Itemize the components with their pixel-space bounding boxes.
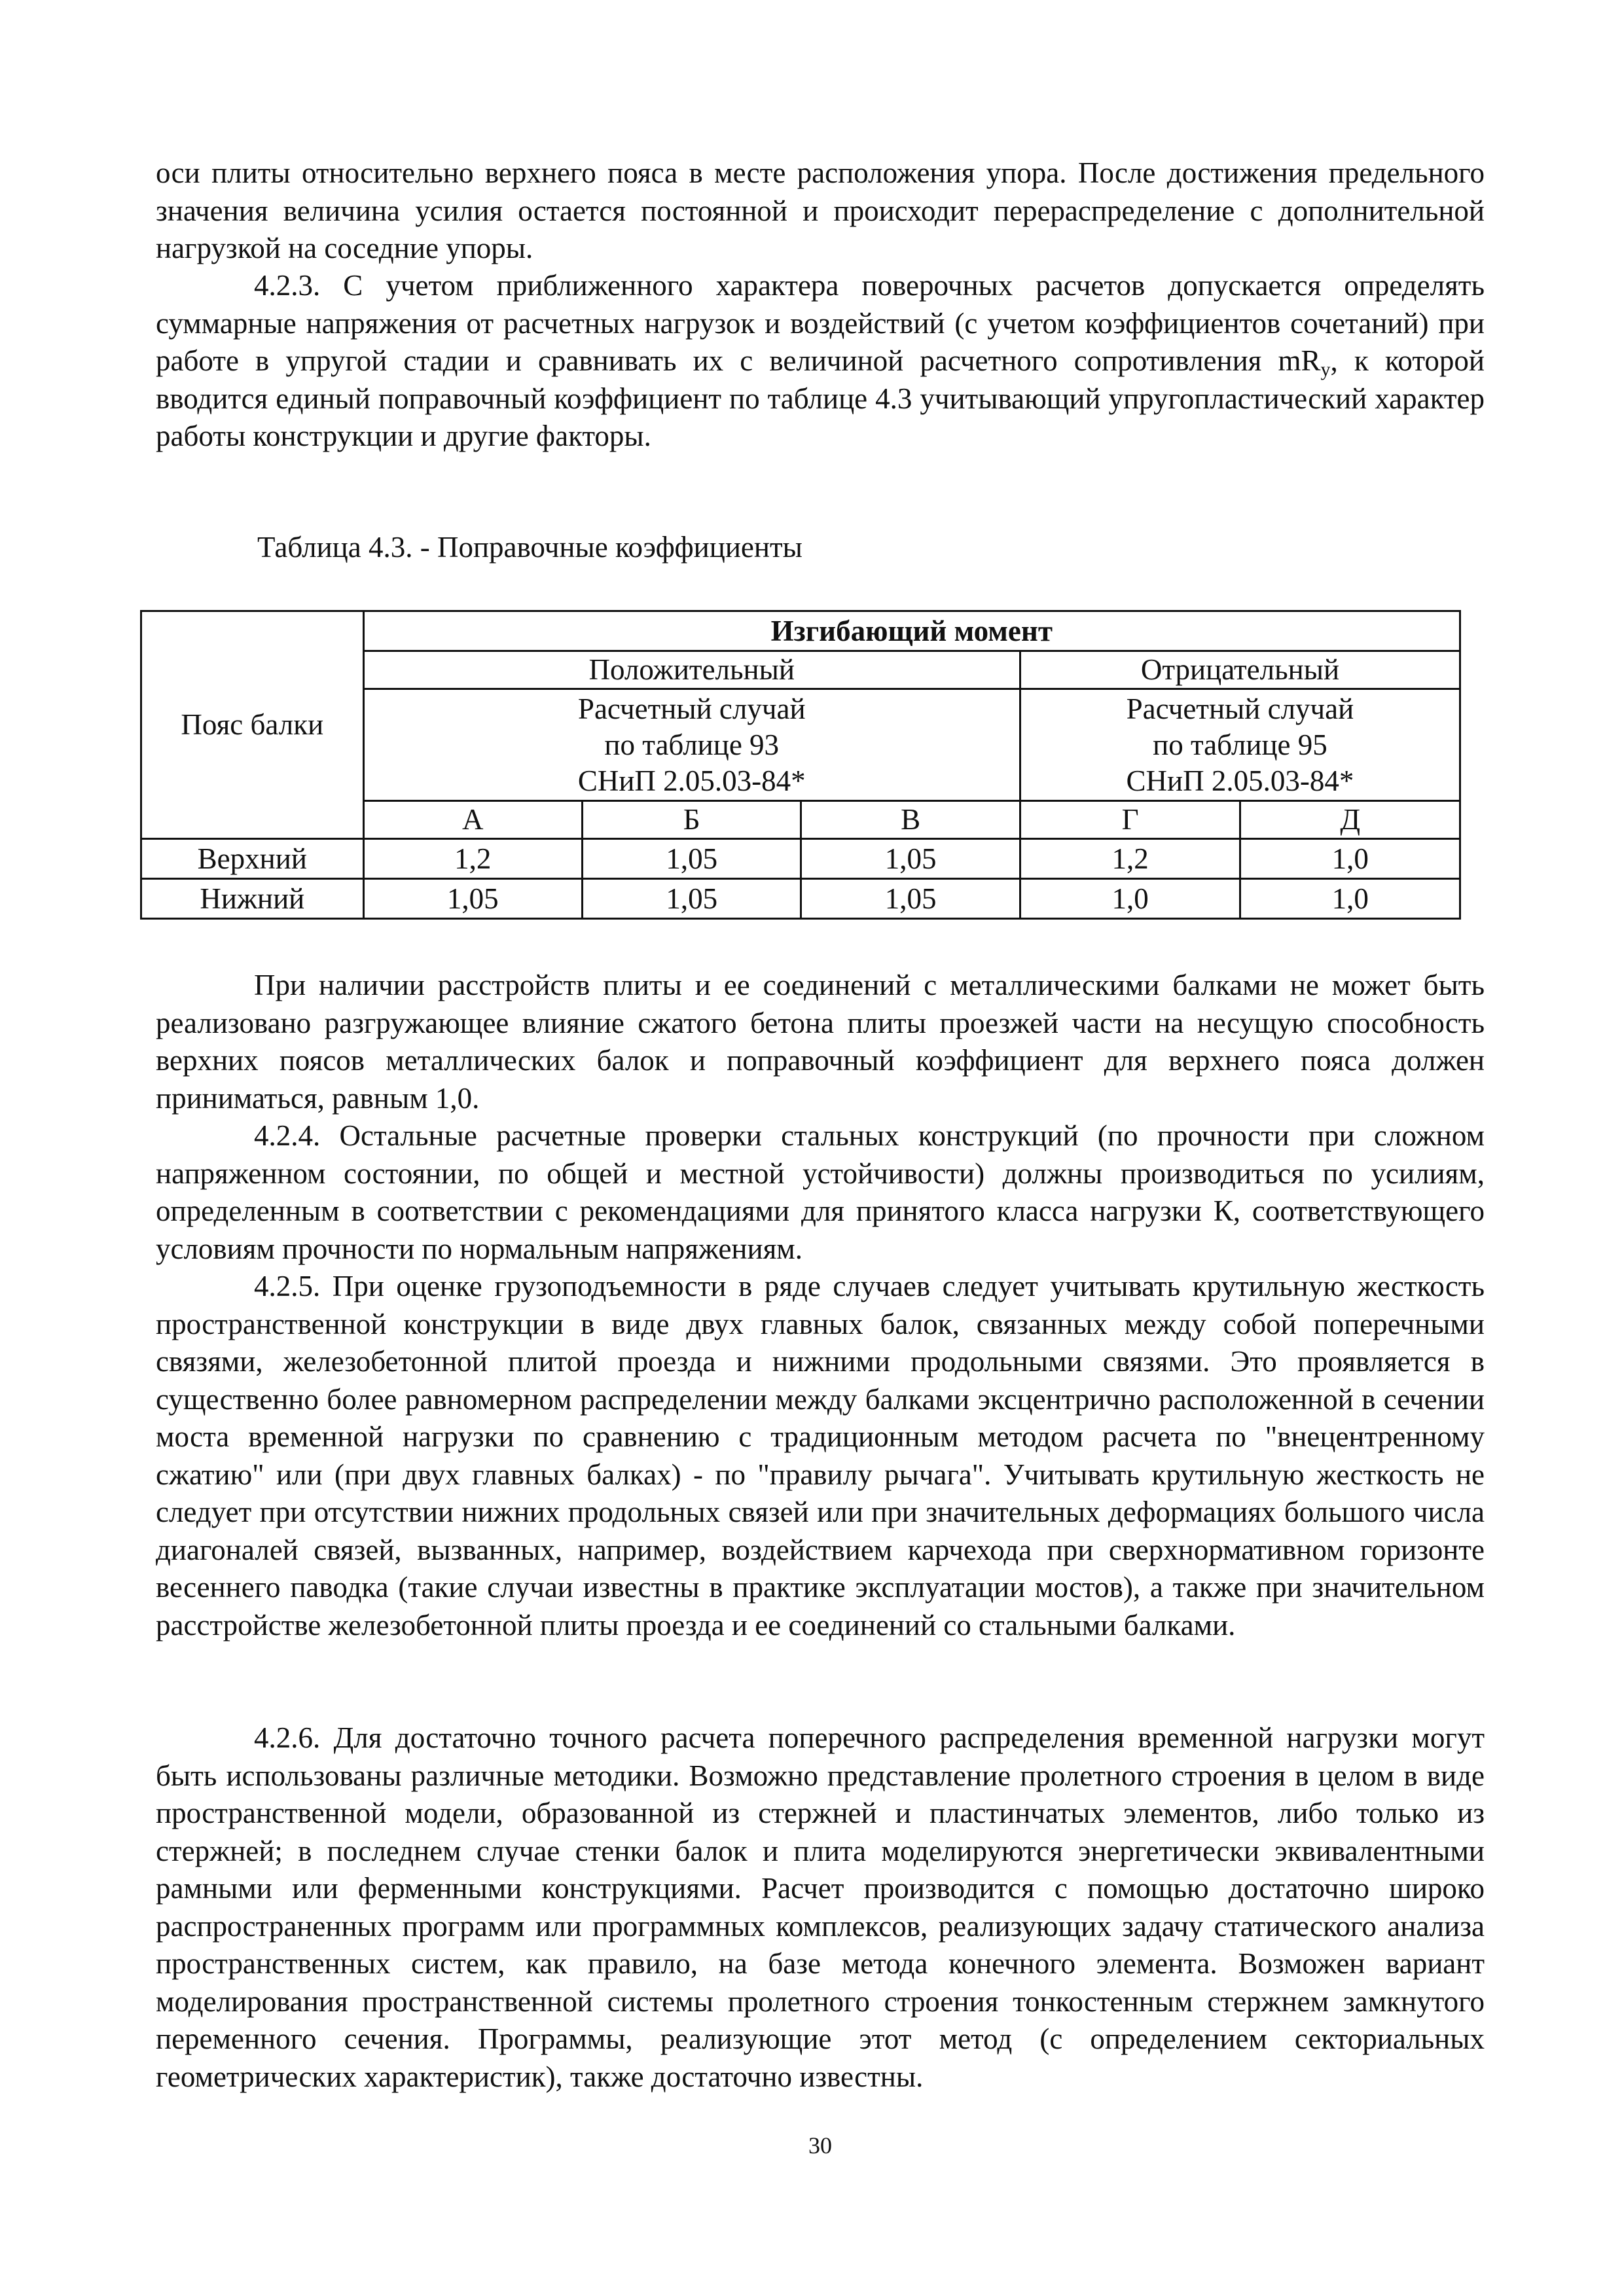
column-header-cell: В <box>801 801 1020 839</box>
group-header-cell: Изгибающий момент <box>363 611 1460 651</box>
paragraph-continuation <box>156 154 1485 268</box>
case-line: по таблице 95 <box>1153 728 1327 761</box>
value-cell: 1,0 <box>1020 879 1240 919</box>
correction-coefficients-table <box>140 610 1461 920</box>
paragraph-text: 4.2.4. Остальные расчетные проверки стальных конструкций (по прочности при сложном напряженном состоянии, по общей и местной устойчивости) должны производиться по усилиям, определенным в соответствии с рекомендациями для принятого класса нагрузки К, соответствующего условиям прочности по нормальным напряжениям. <box>156 1119 1485 1265</box>
value-cell: 1,05 <box>363 879 582 919</box>
paragraph-text: 4.2.6. Для достаточно точного расчета поперечного распределения временной нагрузки могут быть использованы различные методики. Возможно представление пролетного строения в целом в виде пространственной модели, образованной из стержней и пластинчатых элементов, либо только из стержней; в последнем случае стенки балок и плита моделируются энергетически эквивалентными рамными или ферменными конструкциями. Расчет производится с помощью достаточно широко распространенных программ или программных комплексов, реализующих задачу статического анализа пространственных систем, как правило, на базе метода конечного элемента. Возможен вариант моделирования пространственной системы пролетного строения тонкостенным стержнем замкнутого переменного сечения. Программы, реализующие этот метод (с определением секториальных геометрических характеристик), также достаточно известны. <box>156 1721 1485 2093</box>
value-cell: 1,2 <box>363 839 582 879</box>
paragraph-text <box>156 267 1485 456</box>
paragraph-4-2-4 <box>156 1117 1485 1268</box>
paragraph-text-part: , к которой вводится единый поправочный коэффициент по таблице 4.3 учитывающий упругопластический характер работы конструкции и другие факторы. <box>156 344 1485 452</box>
value-cell: 1,05 <box>801 839 1020 879</box>
column-header-cell: Б <box>583 801 801 839</box>
value-cell: 1,0 <box>1240 879 1460 919</box>
case-line: Расчетный случай <box>577 692 806 725</box>
column-header-cell: А <box>363 801 582 839</box>
case-positive-cell <box>363 689 1020 801</box>
paragraph-text: 4.2.5. При оценке грузоподъемности в ряде случаев следует учитывать крутильную жесткость пространственной конструкции в виде двух главных балок, связанных между собой поперечными связями, железобетонной плитой проезда и нижними продольными связями. Это проявляется в существенно более равномерном распределении между балками эксцентрично расположенной в сечении моста временной нагрузки по сравнению с традиционным методом расчета по "внецентренному сжатию" или (при двух главных балках) - по "правилу рычага". Учитывать крутильную жесткость не следует при отсутствии нижних продольных связей или при значительных деформациях большого числа диагоналей связей, вызванных, например, воздействием карчехода при сверхнормативном горизонте весеннего паводка (такие случаи известны в практике эксплуатации мостов), а также при значительном расстройстве железобетонной плиты проезда и ее соединений со стальными балками. <box>156 1270 1485 1641</box>
value-cell: 1,0 <box>1240 839 1460 879</box>
paragraph-text-part: 4.2.3. С учетом приближенного характера поверочных расчетов допускается определять суммарные напряжения от расчетных нагрузок и воздействий (с учетом коэффициентов сочетаний) при работе в упругой стадии и сравнивать их с величиной расчетного сопротивления mR <box>156 269 1485 377</box>
paragraph-upper-chord-note <box>156 967 1485 1117</box>
case-line: Расчетный случай <box>1126 692 1354 725</box>
column-header-cell: Д <box>1240 801 1460 839</box>
table-row <box>141 839 1460 879</box>
row-header-cell: Пояс балки <box>141 611 364 839</box>
row-label-cell: Верхний <box>141 839 364 879</box>
row-label-cell: Нижний <box>141 879 364 919</box>
case-negative-cell <box>1020 689 1460 801</box>
table-caption: Таблица 4.3. - Поправочные коэффициенты <box>257 531 803 564</box>
column-header-cell: Г <box>1020 801 1240 839</box>
positive-header-cell: Положительный <box>363 651 1020 689</box>
paragraph-4-2-3 <box>156 267 1485 456</box>
case-line: СНиП 2.05.03-84* <box>1126 764 1354 797</box>
value-cell: 1,05 <box>583 839 801 879</box>
negative-header-cell: Отрицательный <box>1020 651 1460 689</box>
value-cell: 1,05 <box>583 879 801 919</box>
paragraph-text: оси плиты относительно верхнего пояса в месте расположения упора. После достижения предельного значения величина усилия остается постоянной и происходит перераспределение с дополнительной нагрузкой на соседние упоры. <box>156 156 1485 264</box>
page-number: 30 <box>808 2132 832 2159</box>
paragraph-4-2-6 <box>156 1719 1485 2096</box>
table-row <box>141 879 1460 919</box>
value-cell: 1,05 <box>801 879 1020 919</box>
subscript-y: y <box>1320 359 1331 380</box>
value-cell: 1,2 <box>1020 839 1240 879</box>
paragraph-4-2-5 <box>156 1268 1485 1644</box>
case-line: по таблице 93 <box>604 728 780 761</box>
document-page <box>156 0 1485 2296</box>
case-line: СНиП 2.05.03-84* <box>577 764 806 797</box>
paragraph-text: При наличии расстройств плиты и ее соединений с металлическими балками не может быть реализовано разгружающее влияние сжатого бетона плиты проезжей части на несущую способность верхних поясов металлических балок и поправочный коэффициент для верхнего пояса должен приниматься, равным 1,0. <box>156 969 1485 1115</box>
